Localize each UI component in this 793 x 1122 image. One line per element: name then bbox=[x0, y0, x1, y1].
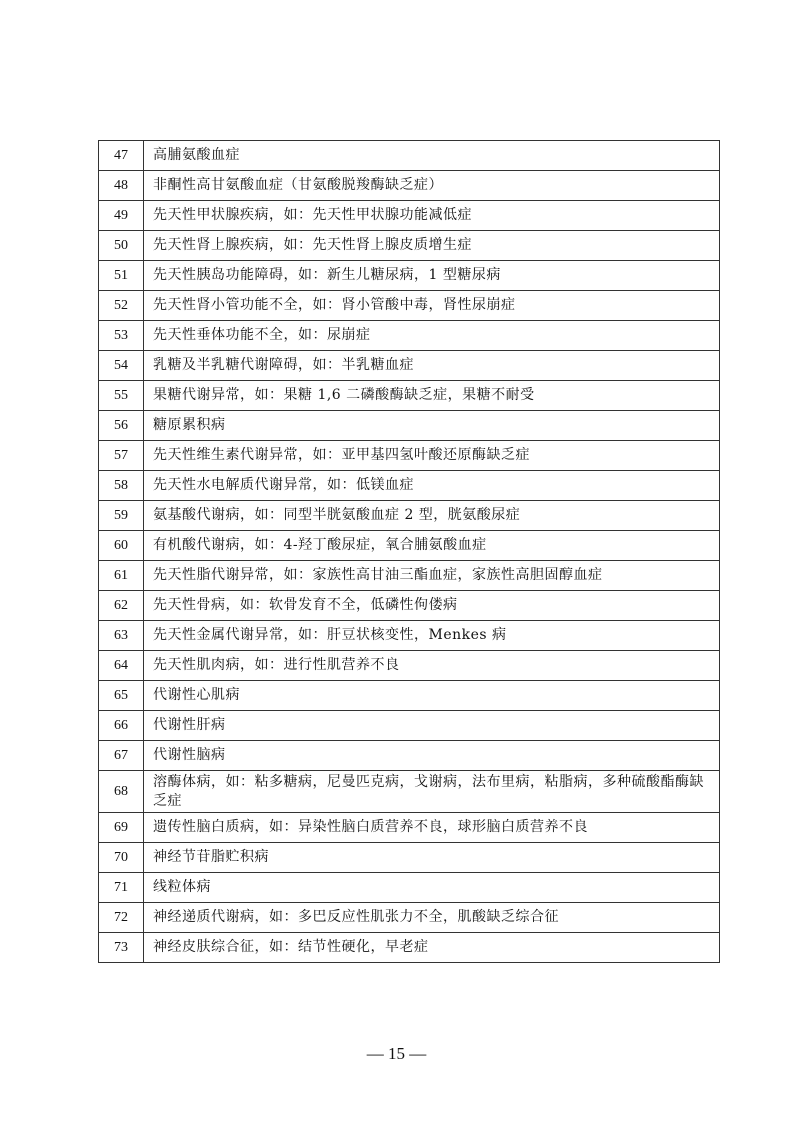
table-row bbox=[99, 351, 720, 381]
table-row bbox=[99, 411, 720, 441]
row-number: 48 bbox=[99, 171, 144, 201]
disease-name: 先天性肾上腺疾病，如：先天性肾上腺皮质增生症 bbox=[144, 231, 720, 261]
disease-table bbox=[98, 140, 720, 963]
row-number: 60 bbox=[99, 531, 144, 561]
row-number: 55 bbox=[99, 381, 144, 411]
table-row bbox=[99, 231, 720, 261]
row-number: 73 bbox=[99, 933, 144, 963]
row-number: 66 bbox=[99, 711, 144, 741]
table-row bbox=[99, 933, 720, 963]
disease-name: 神经皮肤综合征，如：结节性硬化，早老症 bbox=[144, 933, 720, 963]
row-number: 47 bbox=[99, 141, 144, 171]
disease-name: 乳糖及半乳糖代谢障碍，如：半乳糖血症 bbox=[144, 351, 720, 381]
disease-name: 先天性肾小管功能不全，如：肾小管酸中毒，肾性尿崩症 bbox=[144, 291, 720, 321]
disease-name: 神经节苷脂贮积病 bbox=[144, 843, 720, 873]
disease-table-body bbox=[99, 141, 720, 963]
table-row bbox=[99, 873, 720, 903]
row-number: 49 bbox=[99, 201, 144, 231]
row-number: 53 bbox=[99, 321, 144, 351]
disease-name: 先天性肌肉病，如：进行性肌营养不良 bbox=[144, 651, 720, 681]
row-number: 65 bbox=[99, 681, 144, 711]
disease-name: 非酮性高甘氨酸血症（甘氨酸脱羧酶缺乏症） bbox=[144, 171, 720, 201]
disease-name: 先天性胰岛功能障碍，如：新生儿糖尿病，1 型糖尿病 bbox=[144, 261, 720, 291]
table-row bbox=[99, 711, 720, 741]
table-row bbox=[99, 651, 720, 681]
table-row bbox=[99, 843, 720, 873]
row-number: 50 bbox=[99, 231, 144, 261]
disease-name: 果糖代谢异常，如：果糖 1,6 二磷酸酶缺乏症，果糖不耐受 bbox=[144, 381, 720, 411]
table-row bbox=[99, 681, 720, 711]
table-row bbox=[99, 741, 720, 771]
table-row bbox=[99, 291, 720, 321]
row-number: 51 bbox=[99, 261, 144, 291]
disease-name: 先天性金属代谢异常，如：肝豆状核变性，Menkes 病 bbox=[144, 621, 720, 651]
row-number: 71 bbox=[99, 873, 144, 903]
row-number: 70 bbox=[99, 843, 144, 873]
row-number: 64 bbox=[99, 651, 144, 681]
row-number: 56 bbox=[99, 411, 144, 441]
disease-name: 先天性脂代谢异常，如：家族性高甘油三酯血症，家族性高胆固醇血症 bbox=[144, 561, 720, 591]
row-number: 67 bbox=[99, 741, 144, 771]
table-row bbox=[99, 321, 720, 351]
disease-name: 神经递质代谢病，如：多巴反应性肌张力不全，肌酸缺乏综合征 bbox=[144, 903, 720, 933]
table-row bbox=[99, 903, 720, 933]
row-number: 62 bbox=[99, 591, 144, 621]
disease-name: 代谢性脑病 bbox=[144, 741, 720, 771]
table-row bbox=[99, 141, 720, 171]
table-row bbox=[99, 441, 720, 471]
table-row bbox=[99, 771, 720, 813]
table-row bbox=[99, 501, 720, 531]
page-number: — 15 — bbox=[366, 1044, 427, 1063]
disease-name: 先天性水电解质代谢异常，如：低镁血症 bbox=[144, 471, 720, 501]
disease-name: 先天性垂体功能不全，如：尿崩症 bbox=[144, 321, 720, 351]
row-number: 61 bbox=[99, 561, 144, 591]
row-number: 57 bbox=[99, 441, 144, 471]
table-row bbox=[99, 471, 720, 501]
table-row bbox=[99, 531, 720, 561]
table-row bbox=[99, 591, 720, 621]
row-number: 68 bbox=[99, 771, 144, 813]
row-number: 69 bbox=[99, 813, 144, 843]
row-number: 58 bbox=[99, 471, 144, 501]
disease-name: 代谢性心肌病 bbox=[144, 681, 720, 711]
table-row bbox=[99, 621, 720, 651]
disease-name: 先天性骨病，如：软骨发育不全，低磷性佝偻病 bbox=[144, 591, 720, 621]
table-row bbox=[99, 813, 720, 843]
disease-name: 糖原累积病 bbox=[144, 411, 720, 441]
disease-name: 氨基酸代谢病，如：同型半胱氨酸血症 2 型，胱氨酸尿症 bbox=[144, 501, 720, 531]
row-number: 54 bbox=[99, 351, 144, 381]
disease-name: 高脯氨酸血症 bbox=[144, 141, 720, 171]
row-number: 63 bbox=[99, 621, 144, 651]
disease-name: 代谢性肝病 bbox=[144, 711, 720, 741]
disease-name: 先天性甲状腺疾病，如：先天性甲状腺功能减低症 bbox=[144, 201, 720, 231]
disease-name: 线粒体病 bbox=[144, 873, 720, 903]
table-row bbox=[99, 381, 720, 411]
row-number: 59 bbox=[99, 501, 144, 531]
disease-name: 有机酸代谢病，如：4-羟丁酸尿症，氧合脯氨酸血症 bbox=[144, 531, 720, 561]
table-row bbox=[99, 261, 720, 291]
row-number: 72 bbox=[99, 903, 144, 933]
disease-name: 遗传性脑白质病，如：异染性脑白质营养不良，球形脑白质营养不良 bbox=[144, 813, 720, 843]
disease-name: 先天性维生素代谢异常，如：亚甲基四氢叶酸还原酶缺乏症 bbox=[144, 441, 720, 471]
table-row bbox=[99, 561, 720, 591]
disease-name: 溶酶体病，如：粘多糖病，尼曼匹克病，戈谢病，法布里病，粘脂病，多种硫酸酯酶缺乏症 bbox=[144, 771, 720, 813]
row-number: 52 bbox=[99, 291, 144, 321]
table-row bbox=[99, 201, 720, 231]
table-row bbox=[99, 171, 720, 201]
